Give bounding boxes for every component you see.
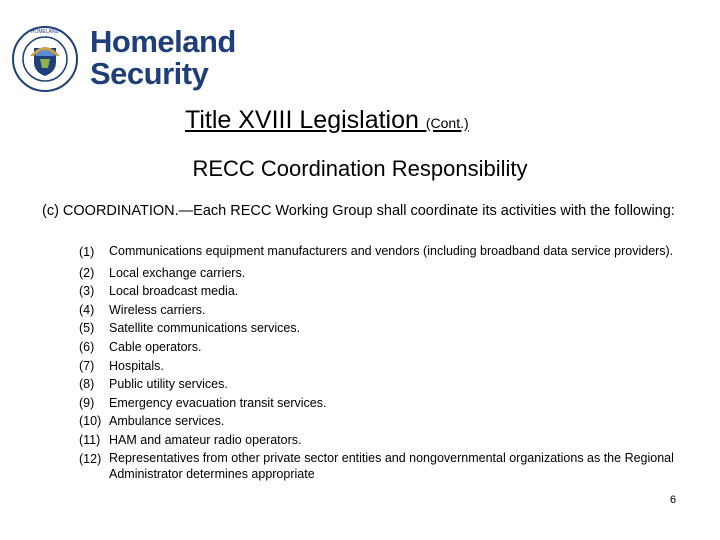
item-number: (12) bbox=[79, 451, 102, 466]
list-item bbox=[79, 282, 679, 301]
item-text: Communications equipment manufacturers and vendors (including broadband data service providers). bbox=[109, 244, 674, 258]
list-item bbox=[79, 412, 679, 431]
coordination-list bbox=[79, 243, 679, 484]
title-main: Title XVIII Legislation bbox=[185, 106, 426, 134]
brand-line-2: Security bbox=[90, 56, 209, 91]
item-number: (1) bbox=[79, 245, 95, 259]
list-item bbox=[79, 319, 679, 338]
item-text: Local broadcast media. bbox=[109, 284, 239, 299]
item-number: (4) bbox=[79, 302, 95, 317]
item-number: (10) bbox=[79, 414, 102, 429]
item-text: Ambulance services. bbox=[109, 414, 225, 429]
list-item bbox=[79, 301, 679, 320]
list-item bbox=[79, 338, 679, 357]
svg-text:HOMELAND: HOMELAND bbox=[30, 29, 60, 35]
item-text: Representatives from other private sector entities and nongovernmental organizations as the Regional Administrator determines appropriate bbox=[109, 450, 674, 481]
item-text: HAM and amateur radio operators. bbox=[109, 432, 302, 447]
item-number: (5) bbox=[79, 321, 95, 336]
brand-line-1: Homeland bbox=[90, 24, 236, 59]
dhs-seal-icon bbox=[12, 26, 78, 92]
item-number: (9) bbox=[79, 395, 95, 410]
item-text: Emergency evacuation transit services. bbox=[109, 395, 327, 410]
list-item bbox=[79, 394, 679, 413]
slide-subtitle: RECC Coordination Responsibility bbox=[192, 156, 528, 181]
item-number: (7) bbox=[79, 358, 95, 373]
brand-wordmark bbox=[90, 26, 236, 90]
page-number: 6 bbox=[670, 494, 677, 506]
item-text: Satellite communications services. bbox=[109, 321, 301, 336]
item-number: (3) bbox=[79, 284, 95, 299]
list-item bbox=[79, 357, 679, 376]
item-text: Wireless carriers. bbox=[109, 302, 206, 317]
item-number: (6) bbox=[79, 339, 95, 354]
intro-paragraph: (c) COORDINATION.—Each RECC Working Group shall coordinate its activities with the following: bbox=[42, 203, 675, 219]
title-cont: (Cont.) bbox=[425, 115, 469, 131]
item-number: (2) bbox=[79, 265, 95, 280]
list-item bbox=[79, 431, 679, 450]
list-item bbox=[79, 450, 679, 482]
item-number: (11) bbox=[79, 432, 101, 447]
list-item bbox=[79, 264, 679, 283]
item-text: Public utility services. bbox=[109, 377, 228, 392]
item-text: Cable operators. bbox=[109, 339, 202, 354]
dhs-logo bbox=[10, 22, 250, 98]
item-text: Local exchange carriers. bbox=[109, 265, 246, 280]
item-number: (8) bbox=[79, 377, 95, 392]
list-item bbox=[79, 243, 679, 262]
list-item bbox=[79, 375, 679, 394]
item-text: Hospitals. bbox=[109, 358, 164, 373]
slide-title bbox=[185, 106, 469, 135]
